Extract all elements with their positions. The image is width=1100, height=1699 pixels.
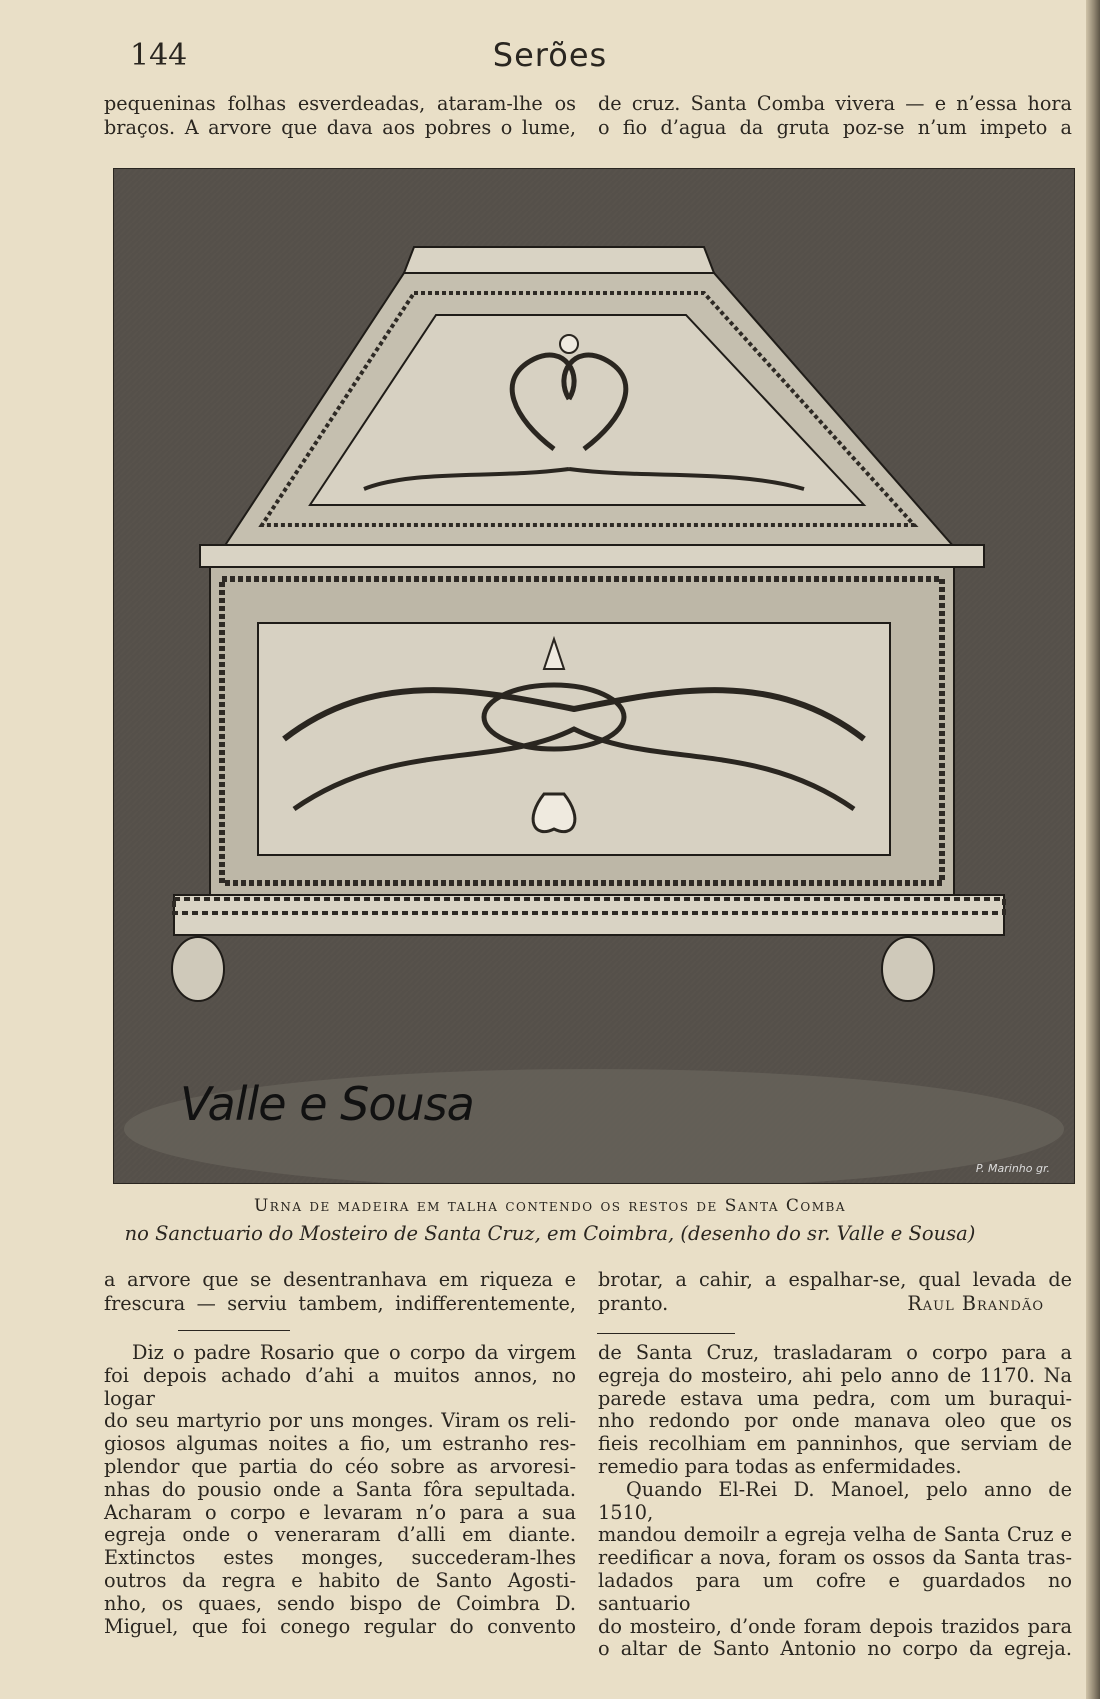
urn-drawing xyxy=(114,169,1074,1183)
text-line: de Santa Cruz, trasladaram o corpo para a xyxy=(598,1341,1072,1364)
page-header xyxy=(0,36,1100,76)
mid-right-column xyxy=(598,1268,1072,1316)
section-divider-right xyxy=(597,1333,735,1334)
urn-illustration xyxy=(113,168,1075,1184)
text-line: foi depois achado d’ahi a muitos annos, no logar xyxy=(104,1363,576,1410)
bottom-left-column xyxy=(104,1342,576,1638)
text-line: frescura — serviu tambem, indifferentemente, xyxy=(104,1292,576,1315)
text-line: Miguel, que foi conego regular do convento xyxy=(104,1614,576,1638)
page-edge xyxy=(1086,0,1100,1699)
top-right-column xyxy=(598,92,1072,140)
text-line: do seu martyrio por uns monges. Viram os reli- xyxy=(104,1409,576,1433)
artist-signature: Valle e Sousa xyxy=(180,1077,474,1131)
text-line: a arvore que se desentranhava em riqueza e xyxy=(104,1268,576,1291)
text-line: ladados para um cofre e guardados no santuario xyxy=(598,1568,1072,1615)
text-line: braços. A arvore que dava aos pobres o lume, xyxy=(104,116,576,139)
author-signature: Raul Brandão xyxy=(907,1292,1044,1315)
top-left-column xyxy=(104,92,576,140)
text-line: pequeninas folhas esverdeadas, ataram-lhe os xyxy=(104,92,576,115)
text-line: fieis recolhiam em panninhos, que serviam de xyxy=(598,1432,1072,1456)
text-line: plendor que partia do céo sobre as arvoresi- xyxy=(104,1454,576,1478)
mid-left-column xyxy=(104,1268,576,1316)
text-line: outros da regra e habito de Santo Agosti- xyxy=(104,1568,576,1592)
text-line: parede estava uma pedra, com um buraqui- xyxy=(598,1386,1072,1410)
text-line: reedificar a nova, foram os ossos da Santa tras- xyxy=(598,1546,1072,1570)
text-line: do mosteiro, d’onde foram depois trazidos para xyxy=(598,1614,1072,1638)
text-line: Acharam o corpo e levaram n’o para a sua xyxy=(104,1500,576,1524)
text-line: egreja onde o veneraram d’alli em diante. xyxy=(104,1523,576,1547)
text-line: Extinctos estes monges, succederam-lhes xyxy=(104,1546,576,1570)
text-line: egreja do mosteiro, ahi pelo anno de 1170. Na xyxy=(598,1363,1072,1387)
text-line: de cruz. Santa Comba vivera — e n’essa hora xyxy=(598,92,1072,115)
text-line: mandou demoilr a egreja velha de Santa Cruz e xyxy=(598,1523,1072,1547)
text-line: giosos algumas noites a fio, um estranho res- xyxy=(104,1432,576,1456)
running-title: Serões xyxy=(492,36,608,74)
text-line: Quando El-Rei D. Manoel, pelo anno de 1510, xyxy=(598,1477,1072,1524)
figure-caption-title: Urna de madeira em talha contendo os restos de Santa Comba xyxy=(253,1196,847,1216)
figure-caption-subtitle: no Sanctuario do Mosteiro de Santa Cruz, em Coimbra, (desenho do sr. Valle e Sousa) xyxy=(124,1222,976,1245)
text-line: nhas do pousio onde a Santa fôra sepultada. xyxy=(104,1477,576,1501)
section-divider-left xyxy=(178,1330,290,1331)
page-number: 144 xyxy=(130,38,188,73)
text-line: nho, os quaes, sendo bispo de Coimbra D. xyxy=(104,1591,576,1615)
text-line: Diz o padre Rosario que o corpo da virgem xyxy=(132,1341,576,1364)
text-line: remedio para todas as enfermidades. xyxy=(598,1454,962,1478)
text-fragment: pranto. xyxy=(598,1292,669,1315)
text-line: o fio d’agua da gruta poz-se n’um impeto a xyxy=(598,116,1072,139)
text-line: brotar, a cahir, a espalhar-se, qual levada de xyxy=(598,1268,1072,1291)
text-line: o altar de Santo Antonio no corpo da egreja. xyxy=(598,1637,1072,1661)
text-line: nho redondo por onde manava oleo que os xyxy=(598,1409,1072,1433)
bottom-right-column xyxy=(598,1342,1072,1661)
text-line xyxy=(598,1292,1072,1316)
engraver-credit: P. Marinho gr. xyxy=(975,1162,1050,1175)
